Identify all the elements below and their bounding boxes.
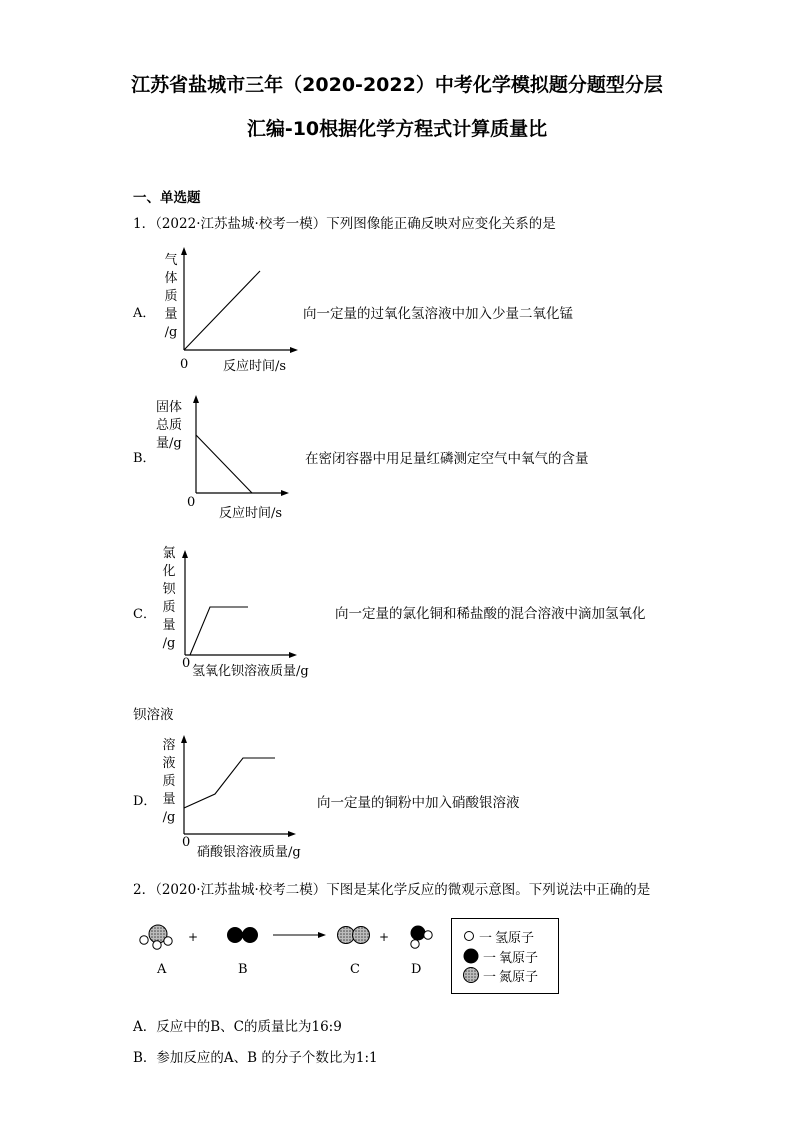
atom-legend <box>451 918 559 994</box>
plus-sign: + <box>188 930 199 944</box>
origin-label: 0 <box>187 495 196 510</box>
option-letter: B． <box>133 451 156 466</box>
option-letter: D． <box>133 794 157 809</box>
question-2-option-b: B．参加反应的A、B 的分子个数比为1:1 <box>133 1050 378 1066</box>
graph-c <box>176 548 301 660</box>
molecule-label-d: D <box>411 962 422 977</box>
option-description: 向一定量的铜粉中加入硝酸银溶液 <box>317 795 520 811</box>
option-description: 在密闭容器中用足量红磷测定空气中氧气的含量 <box>305 451 589 467</box>
question-2-option-a: A．反应中的B、C的质量比为16:9 <box>133 1019 342 1035</box>
molecule-c-icon <box>338 927 370 944</box>
question-2-stem: 2．（2020·江苏盐城·校考二模）下图是某化学反应的微观示意图。下列说法中正确的是 <box>133 882 651 898</box>
molecule-a-icon <box>140 925 172 949</box>
origin-label: 0 <box>182 835 191 850</box>
legend-label: 氮原子 <box>499 969 539 985</box>
section-heading: 一、单选题 <box>133 190 201 206</box>
curve-a <box>184 271 260 350</box>
molecule-label-c: C <box>350 962 360 977</box>
molecule-b-icon <box>227 927 258 943</box>
option-description: 向一定量的氯化铜和稀盐酸的混合溶液中滴加氢氧化 <box>335 606 646 622</box>
legend-label: 氢原子 <box>495 930 535 946</box>
legend-dash: 一 <box>483 950 497 966</box>
hydrogen-atom-icon <box>462 930 476 942</box>
nitrogen-atom-icon <box>462 967 480 983</box>
option-letter: C． <box>133 607 156 622</box>
question-1-stem: 1．（2022·江苏盐城·校考一模）下列图像能正确反映对应变化关系的是 <box>133 216 556 232</box>
document-title-line-2: 汇编-10根据化学方程式计算质量比 <box>246 118 548 140</box>
legend-item-nitrogen <box>462 966 538 984</box>
option-letter: A． <box>133 306 156 321</box>
document-title-line-1: 江苏省盐城市三年（2020-2022）中考化学模拟题分题型分层 <box>131 74 663 96</box>
reaction-arrow-icon <box>273 932 326 938</box>
curve-c <box>190 607 248 655</box>
curve-b <box>196 435 252 493</box>
origin-label: 0 <box>182 656 191 671</box>
option-description-continued: 钡溶液 <box>133 707 174 723</box>
origin-label: 0 <box>180 357 189 372</box>
molecule-label-b: B <box>238 962 248 977</box>
x-axis-label: 硝酸银溶液质量/g <box>197 845 301 860</box>
legend-label: 氧原子 <box>499 950 539 966</box>
legend-dash: 一 <box>483 969 497 985</box>
legend-dash: 一 <box>479 930 493 946</box>
legend-item-hydrogen <box>462 927 534 945</box>
molecule-d-icon <box>411 926 433 949</box>
molecule-label-a: A <box>157 962 167 977</box>
oxygen-atom-icon <box>462 948 480 964</box>
reaction-diagram <box>130 915 450 965</box>
graph-b <box>187 393 297 499</box>
graph-a <box>175 245 300 355</box>
option-description: 向一定量的过氧化氢溶液中加入少量二氧化锰 <box>303 306 573 322</box>
y-axis-label: 固体 总质 量/g <box>156 400 183 451</box>
plus-sign: + <box>379 930 390 944</box>
y-axis-label: 气 体 质 量 /g <box>164 253 178 340</box>
curve-d <box>184 758 275 808</box>
y-axis-label: 溶 液 质 量 /g <box>162 738 176 825</box>
graph-d <box>175 733 300 839</box>
x-axis-label: 反应时间/s <box>219 506 283 521</box>
x-axis-label: 反应时间/s <box>223 359 287 374</box>
x-axis-label: 氢氧化钡溶液质量/g <box>192 664 309 679</box>
y-axis-label: 氯 化 钡 质 量 /g <box>162 546 176 651</box>
legend-item-oxygen <box>462 947 538 965</box>
